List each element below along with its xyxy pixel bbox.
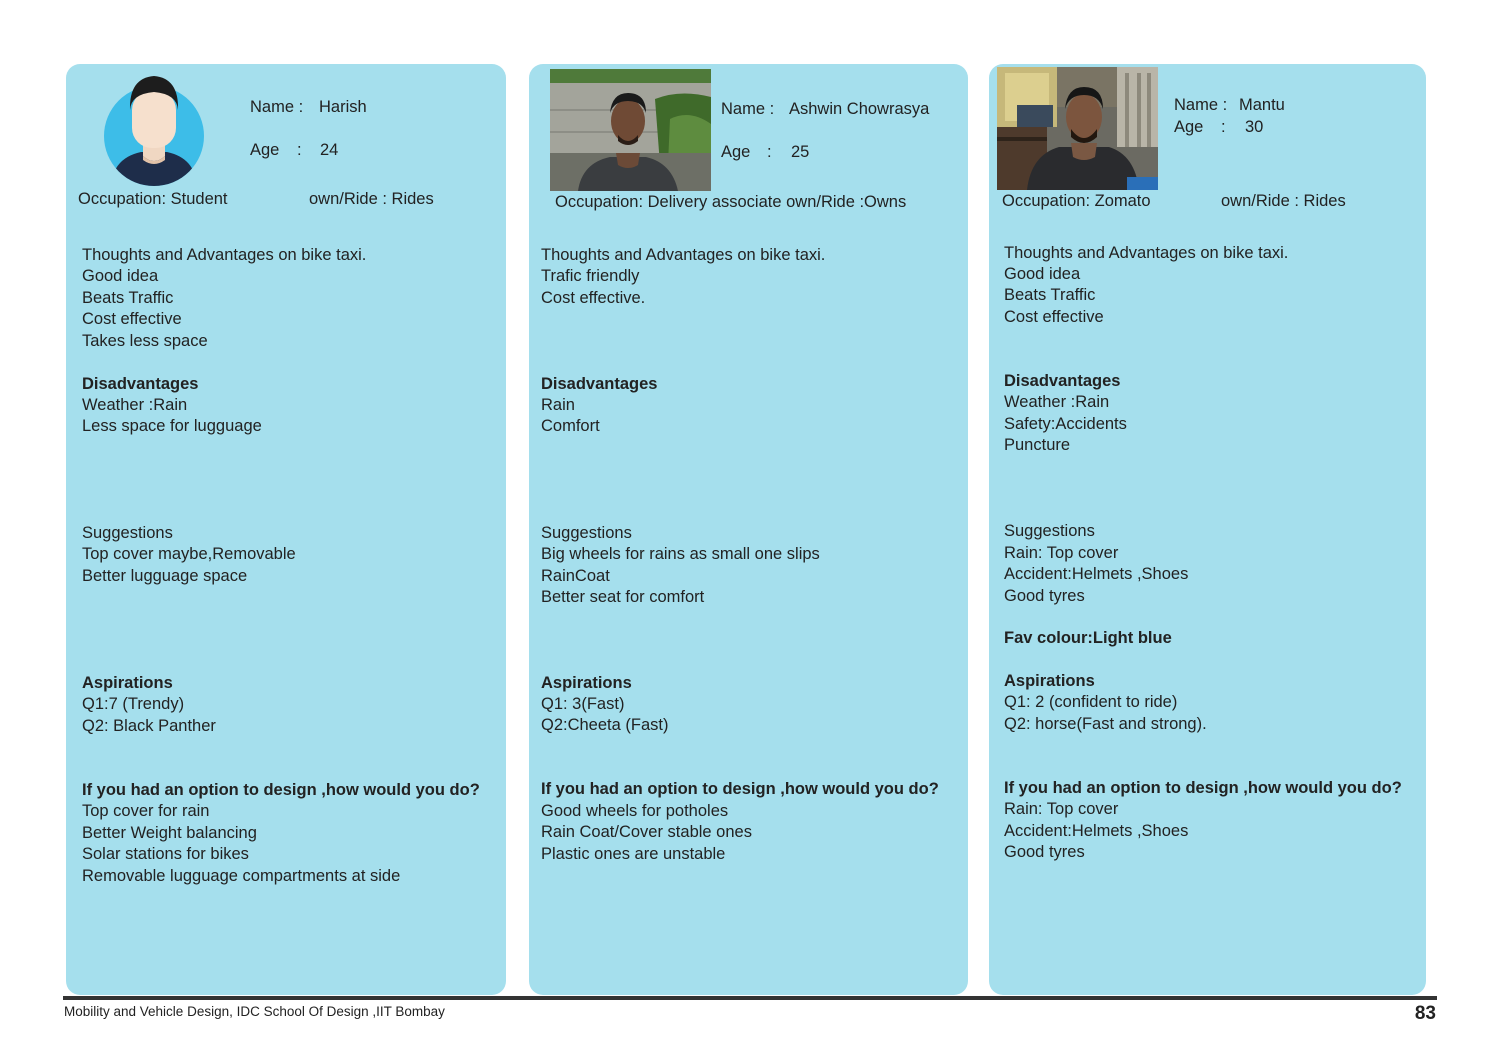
fav-colour: Fav colour:Light blue: [1004, 629, 1172, 647]
suggestion-item: Rain: Top cover: [1004, 544, 1119, 562]
thoughts-heading: Thoughts and Advantages on bike taxi.: [1004, 244, 1289, 262]
person-photo-icon: [997, 67, 1158, 190]
name-label: Name :: [1174, 96, 1228, 114]
disadvantage-item: Weather :Rain: [82, 396, 188, 414]
thought-item: Good idea: [1004, 265, 1081, 283]
footer-credit: Mobility and Vehicle Design, IDC School Of Design ,IIT Bombay: [64, 1004, 445, 1019]
age-value: 30: [1245, 118, 1264, 136]
design-heading: If you had an option to design ,how would you do?: [541, 780, 939, 798]
age-value: 25: [791, 143, 810, 161]
user-avatar-icon: [103, 70, 205, 186]
age-value: 24: [320, 141, 339, 159]
suggestions-heading: Suggestions: [1004, 522, 1095, 540]
thought-item: Cost effective.: [541, 289, 646, 307]
disadvantage-item: Rain: [541, 396, 575, 414]
thought-item: Cost effective: [1004, 308, 1104, 326]
disadvantage-item: Puncture: [1004, 436, 1071, 454]
thought-item: Beats Traffic: [1004, 286, 1096, 304]
aspiration-item: Q1: 3(Fast): [541, 695, 625, 713]
name-label: Name :: [250, 98, 304, 116]
thought-item: Beats Traffic: [82, 289, 174, 307]
persona-photo: [997, 67, 1158, 190]
age-separator: :: [297, 141, 302, 159]
disadvantages-heading: Disadvantages: [82, 375, 199, 393]
persona-photo: [550, 69, 711, 191]
thought-item: Good idea: [82, 267, 159, 285]
suggestions-heading: Suggestions: [82, 524, 173, 542]
disadvantage-item: Comfort: [541, 417, 600, 435]
suggestion-item: Good tyres: [1004, 587, 1085, 605]
design-item: Plastic ones are unstable: [541, 845, 726, 863]
design-item: Top cover for rain: [82, 802, 210, 820]
footer-divider: [63, 996, 1437, 1000]
disadvantage-item: Safety:Accidents: [1004, 415, 1127, 433]
suggestion-item: Better seat for comfort: [541, 588, 705, 606]
suggestion-item: Big wheels for rains as small one slips: [541, 545, 820, 563]
thoughts-heading: Thoughts and Advantages on bike taxi.: [82, 246, 367, 264]
suggestion-item: RainCoat: [541, 567, 610, 585]
age-separator: :: [767, 143, 772, 161]
thoughts-heading: Thoughts and Advantages on bike taxi.: [541, 246, 826, 264]
aspirations-heading: Aspirations: [541, 674, 632, 692]
aspiration-item: Q1:7 (Trendy): [82, 695, 185, 713]
design-heading: If you had an option to design ,how would you do?: [1004, 779, 1402, 797]
page-number: 83: [1414, 1003, 1436, 1024]
disadvantages-heading: Disadvantages: [541, 375, 658, 393]
age-separator: :: [1221, 118, 1226, 136]
age-label: Age: [1174, 118, 1204, 136]
disadvantages-heading: Disadvantages: [1004, 372, 1121, 390]
design-item: Solar stations for bikes: [82, 845, 249, 863]
occupation: Occupation: Zomato: [1002, 192, 1151, 210]
disadvantage-item: Less space for lugguage: [82, 417, 262, 435]
design-item: Good wheels for potholes: [541, 802, 729, 820]
avatar: [103, 70, 205, 186]
design-item: Rain Coat/Cover stable ones: [541, 823, 752, 841]
suggestion-item: Better lugguage space: [82, 567, 248, 585]
design-item: Better Weight balancing: [82, 824, 257, 842]
suggestions-heading: Suggestions: [541, 524, 632, 542]
name-value: Ashwin Chowrasya: [789, 100, 930, 118]
age-label: Age: [721, 143, 751, 161]
aspirations-heading: Aspirations: [82, 674, 173, 692]
design-heading: If you had an option to design ,how would you do?: [82, 781, 480, 799]
design-item: Accident:Helmets ,Shoes: [1004, 822, 1189, 840]
design-item: Rain: Top cover: [1004, 800, 1119, 818]
suggestion-item: Accident:Helmets ,Shoes: [1004, 565, 1189, 583]
suggestion-item: Top cover maybe,Removable: [82, 545, 296, 563]
aspirations-heading: Aspirations: [1004, 672, 1095, 690]
occupation: Occupation: Delivery associate own/Ride :Owns: [555, 193, 907, 211]
occupation: Occupation: Student: [78, 190, 228, 208]
name-value: Mantu: [1239, 96, 1285, 114]
aspiration-item: Q2: Black Panther: [82, 717, 216, 735]
name-value: Harish: [319, 98, 367, 116]
thought-item: Cost effective: [82, 310, 182, 328]
person-photo-icon: [550, 69, 711, 191]
aspiration-item: Q2: horse(Fast and strong).: [1004, 715, 1207, 733]
aspiration-item: Q1: 2 (confident to ride): [1004, 693, 1178, 711]
design-item: Removable lugguage compartments at side: [82, 867, 401, 885]
own-ride: own/Ride : Rides: [1221, 192, 1346, 210]
thought-item: Takes less space: [82, 332, 208, 350]
name-label: Name :: [721, 100, 775, 118]
thought-item: Trafic friendly: [541, 267, 640, 285]
aspiration-item: Q2:Cheeta (Fast): [541, 716, 669, 734]
own-ride: own/Ride : Rides: [309, 190, 434, 208]
age-label: Age: [250, 141, 280, 159]
design-item: Good tyres: [1004, 843, 1085, 861]
disadvantage-item: Weather :Rain: [1004, 393, 1110, 411]
